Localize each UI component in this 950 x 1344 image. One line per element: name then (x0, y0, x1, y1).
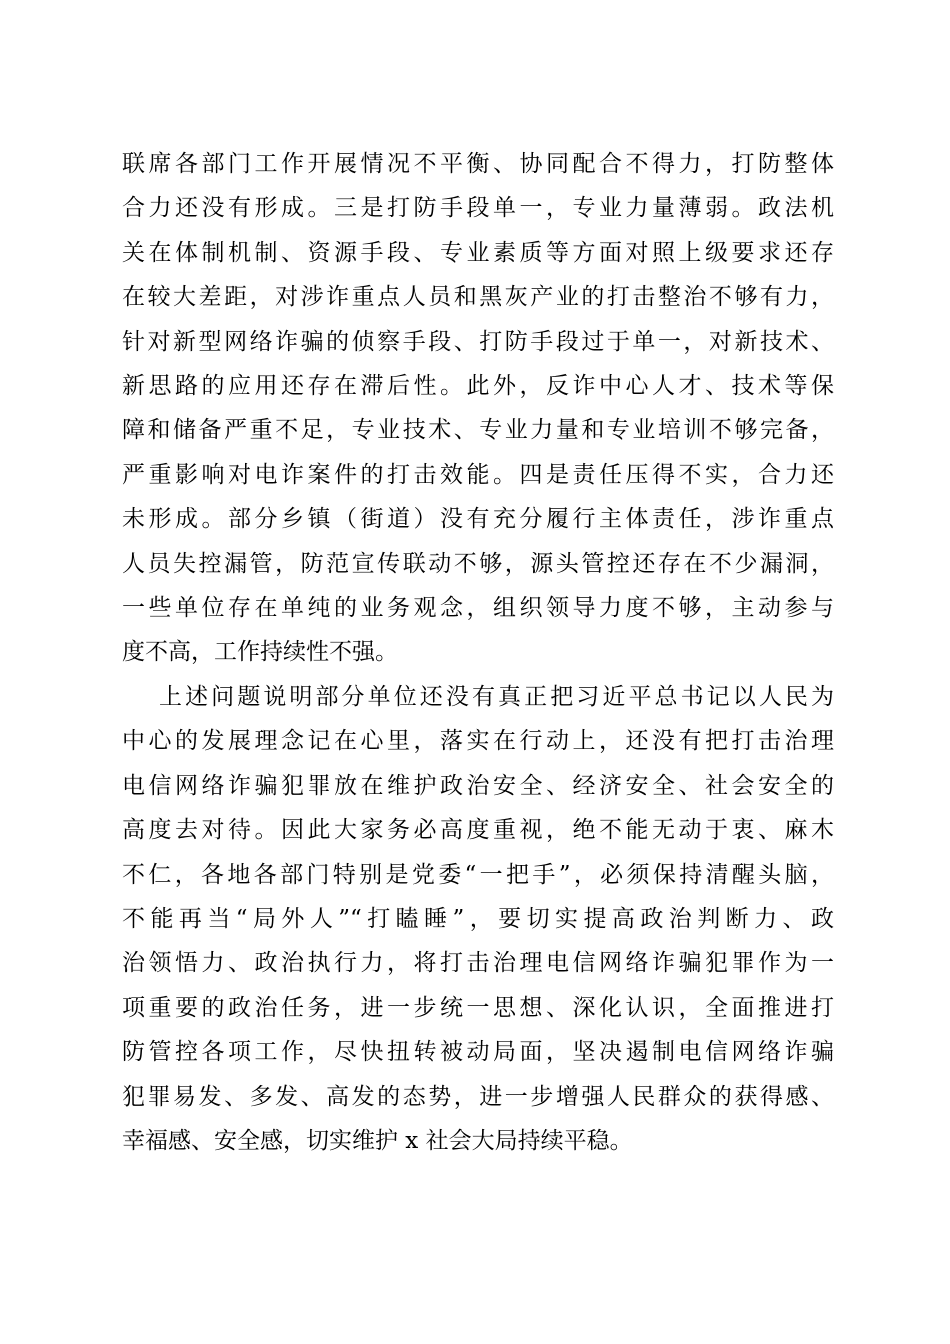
text-line: 在较大差距，对涉诈重点人员和黑灰产业的打击整治不够有力， (122, 284, 834, 311)
text-line: 项重要的政治任务，进一步统一思想、深化认识，全面推进打 (122, 994, 834, 1021)
text-line: 针对新型网络诈骗的侦察手段、打防手段过于单一，对新技术、 (122, 328, 834, 355)
text-line: 关在体制机制、资源手段、专业素质等方面对照上级要求还存 (122, 239, 834, 266)
text-line: 不能再当“局外人”“打瞌睡”，要切实提高政治判断力、政 (122, 905, 834, 932)
text-line: 人员失控漏管，防范宣传联动不够，源头管控还存在不少漏洞， (122, 550, 834, 577)
text-line: 幸福感、安全感，切实维护 x 社会大局持续平稳。 (122, 1127, 633, 1154)
text-line: 电信网络诈骗犯罪放在维护政治安全、经济安全、社会安全的 (122, 772, 834, 799)
text-line: 严重影响对电诈案件的打击效能。四是责任压得不实，合力还 (122, 461, 834, 488)
text-line: 一些单位存在单纯的业务观念，组织领导力度不够，主动参与 (122, 594, 834, 621)
text-line: 联席各部门工作开展情况不平衡、协同配合不得力，打防整体 (122, 151, 834, 177)
text-line: 防管控各项工作，尽快扭转被动局面，坚决遏制电信网络诈骗 (122, 1039, 834, 1066)
text-line: 障和储备严重不足，专业技术、专业力量和专业培训不够完备， (122, 417, 834, 444)
text-line: 犯罪易发、多发、高发的态势，进一步增强人民群众的获得感、 (122, 1083, 834, 1110)
text-line: 上述问题说明部分单位还没有真正把习近平总书记以人民为 (159, 684, 834, 710)
text-line: 治领悟力、政治执行力，将打击治理电信网络诈骗犯罪作为一 (122, 950, 834, 977)
text-line: 不仁，各地各部门特别是党委“一把手”，必须保持清醒头脑， (122, 861, 834, 888)
text-line: 度不高，工作持续性不强。 (122, 639, 398, 666)
text-line: 合力还没有形成。三是打防手段单一，专业力量薄弱。政法机 (122, 195, 834, 222)
text-line: 未形成。部分乡镇（街道）没有充分履行主体责任，涉诈重点 (122, 506, 834, 533)
paragraph-conclusion (122, 675, 834, 1163)
text-line: 中心的发展理念记在心里，落实在行动上，还没有把打击治理 (122, 728, 834, 755)
text-line: 新思路的应用还存在滞后性。此外，反诈中心人才、技术等保 (122, 372, 834, 399)
text-line: 高度去对待。因此大家务必高度重视，绝不能无动于衷、麻木 (122, 817, 834, 844)
paragraph-problems (122, 142, 834, 675)
